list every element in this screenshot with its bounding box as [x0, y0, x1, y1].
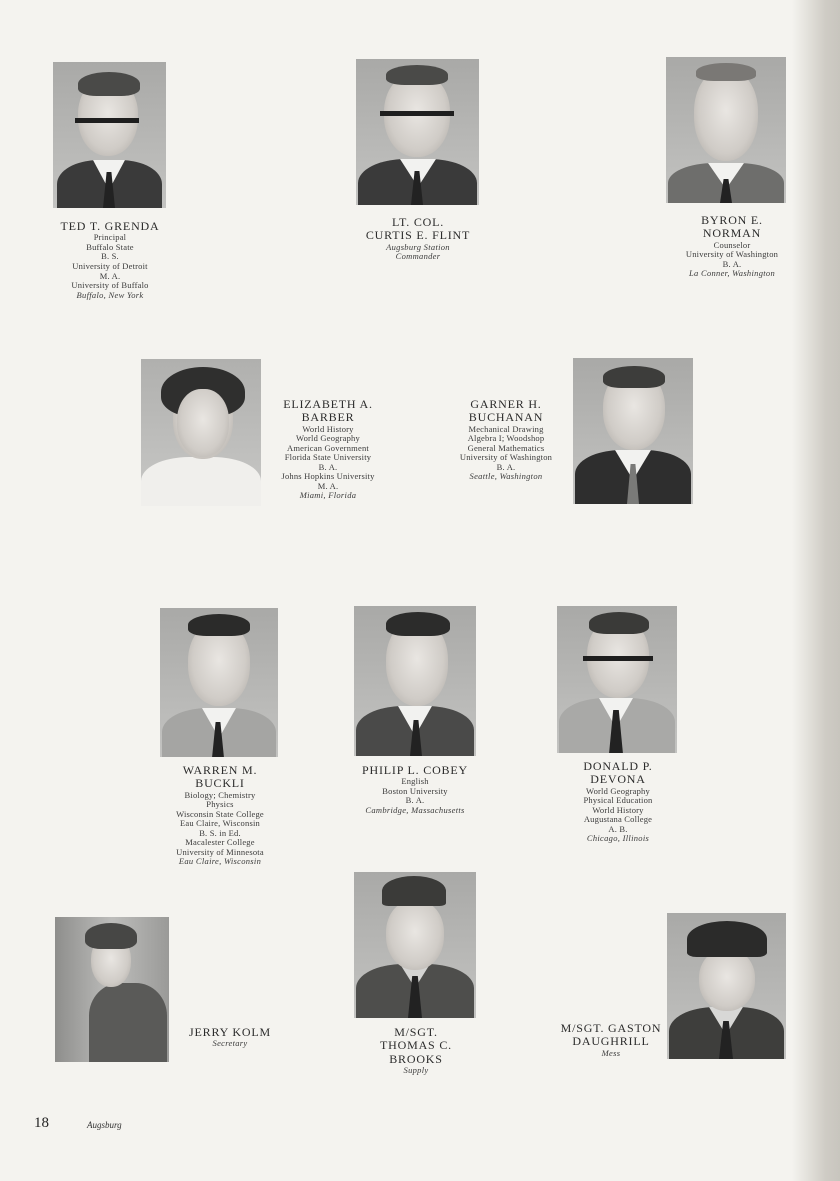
- caption-line: Algebra I; Woodshop: [467, 433, 545, 444]
- portrait-buchanan: [573, 358, 693, 504]
- portrait-daughrill: [667, 913, 786, 1059]
- caption-line: B. A.: [496, 461, 516, 472]
- caption-line: Physics: [206, 799, 234, 810]
- caption-cobey: [340, 764, 490, 816]
- portrait-brooks: [354, 872, 476, 1018]
- hometown: Seattle, Washington: [469, 471, 543, 482]
- person-name: THOMAS C.: [380, 1038, 452, 1053]
- caption-line: B. A.: [318, 461, 338, 472]
- caption-line: Johns Hopkins University: [281, 471, 375, 482]
- publication-name: Augsburg: [87, 1120, 122, 1130]
- person-name: JERRY KOLM: [189, 1025, 271, 1039]
- caption-line: Florida State University: [284, 452, 372, 463]
- caption-line: American Government: [287, 442, 369, 453]
- caption-flint: [345, 216, 491, 262]
- caption-line: World History: [302, 423, 354, 434]
- page-number: 18: [34, 1115, 49, 1131]
- caption-line: M. A.: [317, 480, 339, 491]
- caption-line: Boston University: [382, 785, 448, 796]
- portrait-barber: [141, 359, 261, 506]
- caption-line: University of Minnesota: [176, 846, 264, 857]
- caption-line: Secretary: [212, 1038, 248, 1049]
- hometown: La Conner, Washington: [688, 268, 776, 279]
- caption-kolm: [180, 1026, 280, 1049]
- person-name: DEVONA: [590, 772, 646, 787]
- caption-line: A. B.: [608, 823, 628, 834]
- caption-line: World Geography: [586, 785, 650, 796]
- portrait-buckli: [160, 608, 278, 757]
- caption-line: Supply: [403, 1065, 429, 1076]
- caption-devona: [550, 760, 686, 844]
- caption-line: B. S. in Ed.: [199, 827, 241, 838]
- person-name: ELIZABETH A.: [283, 397, 373, 411]
- portrait-norman: [666, 57, 786, 203]
- hometown: Chicago, Illinois: [586, 833, 650, 844]
- person-name: BROOKS: [389, 1051, 443, 1066]
- person-name: WARREN M.: [182, 763, 258, 777]
- hometown: Miami, Florida: [299, 490, 357, 501]
- page-edge-shadow: [792, 0, 840, 1181]
- hometown: Cambridge, Massachusetts: [365, 804, 465, 815]
- caption-line: English: [401, 776, 429, 787]
- caption-line: B. A.: [722, 258, 742, 269]
- person-rank: LT. COL.: [391, 215, 445, 229]
- person-name: TED T. GRENDA: [60, 219, 160, 233]
- caption-daughrill: [556, 1022, 666, 1058]
- caption-line: Mechanical Drawing: [468, 423, 544, 434]
- caption-line: University of Detroit: [72, 260, 148, 271]
- caption-line: World History: [592, 804, 644, 815]
- portrait-devona: [557, 606, 677, 753]
- person-rank: M/SGT.: [394, 1025, 438, 1039]
- caption-buckli: [150, 764, 290, 867]
- hometown: Buffalo, New York: [76, 289, 144, 300]
- caption-line: University of Buffalo: [71, 280, 149, 291]
- caption-line: M. A.: [99, 270, 121, 281]
- caption-grenda: [40, 220, 180, 300]
- portrait-grenda: [53, 62, 166, 208]
- caption-line: Augsburg Station: [386, 241, 450, 252]
- person-name: DONALD P.: [583, 759, 653, 773]
- person-name: CURTIS E. FLINT: [365, 228, 471, 243]
- caption-line: Buffalo State: [86, 241, 134, 252]
- caption-line: World Geography: [296, 433, 360, 444]
- person-name: NORMAN: [702, 226, 762, 241]
- caption-line: Eau Claire, Wisconsin: [180, 818, 260, 829]
- caption-buchanan: [440, 398, 572, 482]
- caption-line: Physical Education: [583, 795, 653, 806]
- caption-line: Augustana College: [583, 814, 653, 825]
- caption-line: Macalester College: [185, 837, 255, 848]
- hometown: Eau Claire, Wisconsin: [178, 856, 262, 867]
- portrait-flint: [356, 59, 479, 205]
- person-rank-name: M/SGT. GASTON: [560, 1021, 662, 1035]
- person-name: GARNER H.: [470, 397, 542, 411]
- person-name: BUCKLI: [195, 776, 245, 791]
- caption-brooks: [358, 1026, 474, 1076]
- caption-line: University of Washington: [459, 452, 553, 463]
- caption-line: University of Washington: [685, 249, 779, 260]
- caption-line: Counselor: [713, 239, 751, 250]
- caption-line: Commander: [395, 251, 441, 262]
- person-name: BYRON E.: [701, 213, 763, 227]
- caption-norman: [664, 214, 800, 279]
- caption-line: Principal: [93, 232, 127, 243]
- person-name: DAUGHRILL: [572, 1034, 650, 1049]
- person-name: PHILIP L. COBEY: [362, 763, 468, 777]
- caption-line: B. S.: [101, 251, 119, 262]
- caption-line: Biology; Chemistry: [184, 789, 256, 800]
- caption-barber: [264, 398, 392, 501]
- person-name: BUCHANAN: [468, 410, 544, 425]
- caption-line: Mess: [601, 1047, 621, 1058]
- portrait-cobey: [354, 606, 476, 756]
- caption-line: General Mathematics: [467, 442, 545, 453]
- person-name: BARBER: [301, 410, 355, 425]
- caption-line: Wisconsin State College: [176, 808, 264, 819]
- caption-line: B. A.: [405, 795, 425, 806]
- portrait-kolm: [55, 917, 169, 1062]
